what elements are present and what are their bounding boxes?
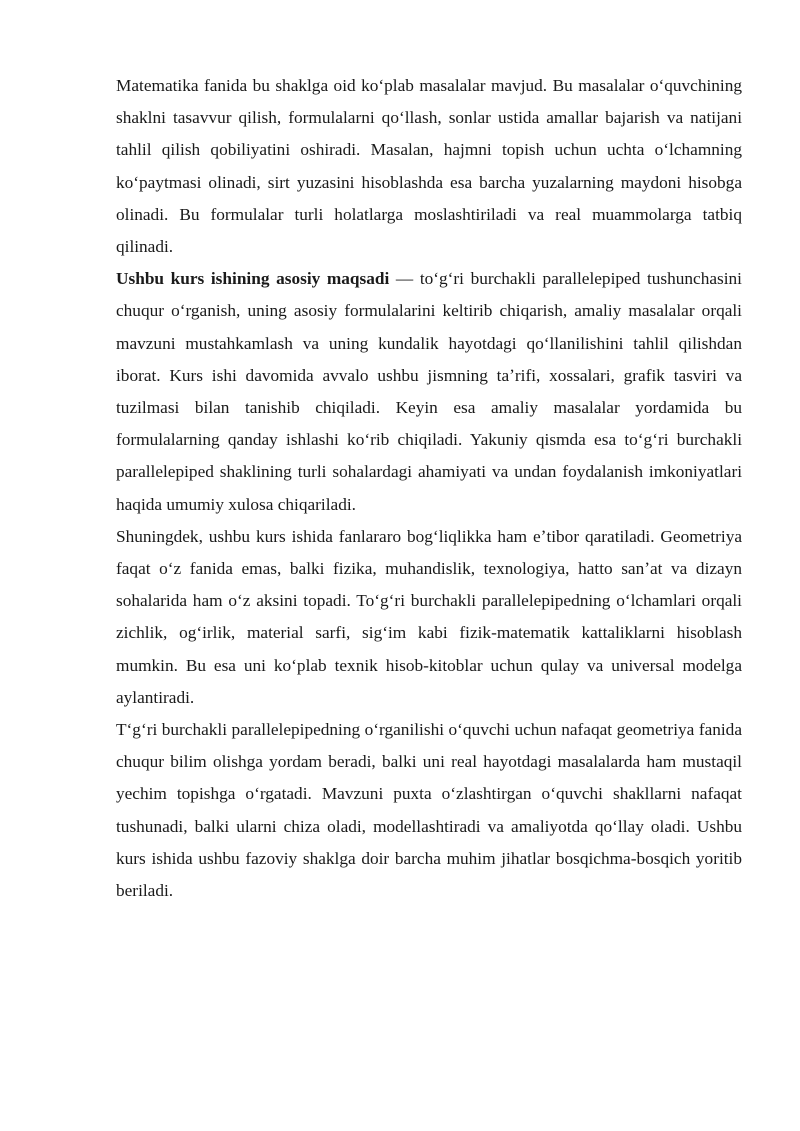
paragraph-2-lead: Ushbu kurs ishining asosiy maqsadi xyxy=(116,269,390,289)
paragraph-1 xyxy=(116,70,742,263)
paragraph-4 xyxy=(116,714,742,907)
paragraph-1-text: Matematika fanida bu shaklga oid koʻplab masalalar mavjud. Bu masalalar oʻquvchining shaklni tasavvur qilish, formulalarni qoʻllash, sonlar ustida amallar bajarish va natijani tahlil qilish qobiliyatini oshiradi. Masalan, hajmni topish uchun uchta oʻlchamning koʻpaytmasi olinadi, sirt yuzasini hisoblashda esa barcha yuzalarning maydoni hisobga olinadi. Bu formulalar turli holatlarga moslashtiriladi va real muammolarga tatbiq qilinadi. xyxy=(116,76,742,257)
paragraph-4-text: Tʻgʻri burchakli parallelepipedning oʻrganilishi oʻquvchi uchun nafaqat geometriya fanida chuqur bilim olishga yordam beradi, balki uni real hayotdagi masalalarda ham mustaqil yechim topishga oʻrgatadi. Mavzuni puxta oʻzlashtirgan oʻquvchi shakllarni nafaqat tushunadi, balki ularni chiza oladi, modellashtiradi va amaliyotda qoʻllay oladi. Ushbu kurs ishida ushbu fazoviy shaklga doir barcha muhim jihatlar bosqichma-bosqich yoritib beriladi. xyxy=(116,720,742,901)
paragraph-3 xyxy=(116,521,742,714)
document-body xyxy=(116,70,742,907)
paragraph-2 xyxy=(116,263,742,521)
paragraph-2-text: — toʻgʻri burchakli parallelepiped tushunchasini chuqur oʻrganish, uning asosiy formulalarini keltirib chiqarish, amaliy masalalar orqali mavzuni mustahkamlash va uning kundalik hayotdagi qoʻllanilishini tahlil qilishdan iborat. Kurs ishi davomida avvalo ushbu jismning taʼrifi, xossalari, grafik tasviri va tuzilmasi bilan tanishib chiqiladi. Keyin esa amaliy masalalar yordamida bu formulalarning qanday ishlashi koʻrib chiqiladi. Yakuniy qismda esa toʻgʻri burchakli parallelepiped shaklining turli sohalardagi ahamiyati va undan foydalanish imkoniyatlari haqida umumiy xulosa chiqariladi. xyxy=(116,269,742,514)
paragraph-3-text: Shuningdek, ushbu kurs ishida fanlararo bogʻliqlikka ham eʼtibor qaratiladi. Geometriya faqat oʻz fanida emas, balki fizika, muhandislik, texnologiya, hatto sanʼat va dizayn sohalarida ham oʻz aksini topadi. Toʻgʻri burchakli parallelepipedning oʻlchamlari orqali zichlik, ogʻirlik, material sarfi, sigʻim kabi fizik-matematik kattaliklarni hisoblash mumkin. Bu esa uni koʻplab texnik hisob-kitoblar uchun qulay va universal modelga aylantiradi. xyxy=(116,526,742,707)
